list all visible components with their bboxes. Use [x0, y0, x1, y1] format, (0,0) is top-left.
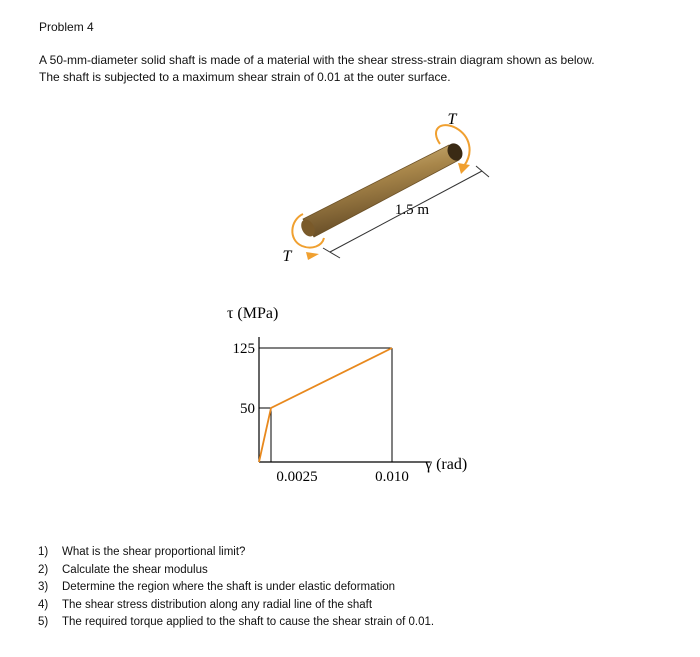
- y-tick-label: 125: [232, 341, 255, 357]
- question-text: The shear stress distribution along any radial line of the shaft: [62, 598, 373, 611]
- question-number: 3): [38, 581, 49, 594]
- question-number: 1): [38, 546, 49, 558]
- question-list: [38, 544, 434, 632]
- dimension-tick-bottom: [323, 248, 340, 258]
- question-item: [38, 614, 434, 632]
- x-axis-label: γ (rad): [425, 456, 468, 473]
- question-item: [38, 544, 434, 562]
- question-text: What is the shear proportional limit?: [62, 546, 246, 558]
- torque-label-top: T: [447, 111, 457, 128]
- question-item: [38, 579, 434, 597]
- y-tick-label: 50: [240, 401, 255, 417]
- torque-label-bottom: T: [282, 248, 292, 265]
- question-number: 5): [38, 616, 49, 629]
- question-item: [38, 597, 434, 615]
- problem-statement-line-1: A 50-mm-diameter solid shaft is made of a material with the shear stress-strain diagram shown as below.: [39, 53, 595, 67]
- question-text: The required torque applied to the shaft to cause the shear strain of 0.01.: [62, 616, 435, 629]
- x-tick-label: 0.010: [375, 469, 409, 485]
- stress-strain-curve: [259, 348, 392, 462]
- question-text: Determine the region where the shaft is under elastic deformation: [62, 581, 396, 594]
- shaft-body: [303, 145, 459, 237]
- question-item: [38, 562, 434, 580]
- x-tick-label: 0.0025: [276, 469, 318, 485]
- problem-statement-line-2: The shaft is subjected to a maximum shear strain of 0.01 at the outer surface.: [39, 70, 451, 84]
- question-number: 4): [38, 598, 49, 611]
- torque-arrowhead-left-icon: [306, 252, 319, 260]
- dimension-tick-top: [476, 166, 489, 177]
- shaft-length-label: 1.5 m: [394, 202, 430, 218]
- question-text: Calculate the shear modulus: [62, 563, 208, 576]
- y-axis-label: τ (MPa): [227, 305, 279, 322]
- question-number: 2): [38, 563, 49, 576]
- stress-strain-chart: [227, 305, 467, 485]
- problem-title: Problem 4: [39, 20, 94, 34]
- torque-arrowhead-right-icon: [458, 163, 470, 174]
- shaft-illustration: [283, 111, 489, 265]
